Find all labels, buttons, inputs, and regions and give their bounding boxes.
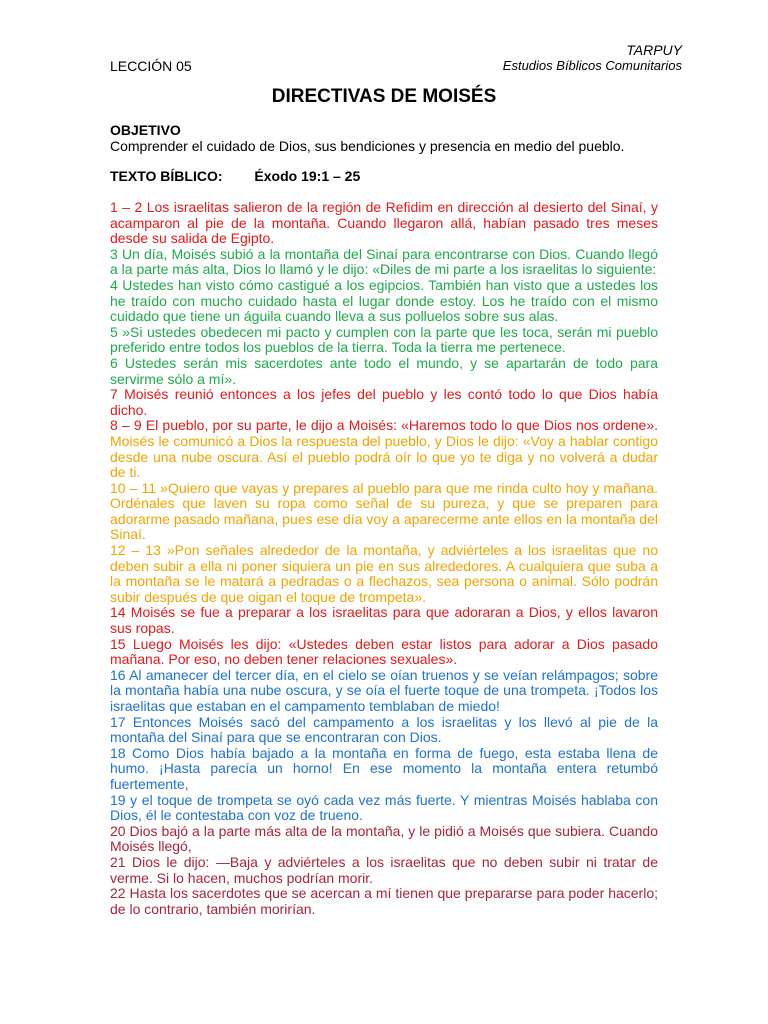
verse-text: 22 Hasta los sacerdotes que se acercan a mí tienen que prepararse para poder hacerlo; de lo contrario, también morirían. [110,885,658,917]
verse-text: 14 Moisés se fue a preparar a los israelitas para que adoraran a Dios, y ellos lavaron sus ropas. [110,604,658,637]
verse-paragraph [110,855,658,886]
verse-text: 3 Un día, Moisés subió a la montaña del Sinaí para encontrarse con Dios. Cuando llegó a la parte más alta, Dios lo llamó y le dijo: «Diles de mi parte a los israelitas lo siguiente: [110,245,658,278]
verse-paragraph [110,824,658,855]
verse-text: 6 Ustedes serán mis sacerdotes ante todo el mundo, y se apartarán de todo para servirme sólo a mí». [110,354,658,387]
verse-text: 12 – 13 »Pon señales alrededor de la montaña, y adviérteles a los israelitas que no deben subir a ella ni poner siquiera un pie en sus alrededores. A cualquiera que suba a la montaña se le matará a pedradas o a flechazos, sea persona o animal. Sólo podrán subir después de que oigan el toque de trompeta». [110,542,658,605]
verse-text: 17 Entonces Moisés sacó del campamento a los israelitas y los llevó al pie de la montaña del Sinaí para que se encontraran con Dios. [110,713,658,746]
page-title: DIRECTIVAS DE MOISÉS [271,86,497,107]
verse-paragraph [110,637,658,668]
verse-paragraph [110,543,658,605]
verse-paragraph [110,746,658,793]
verse-text: 15 Luego Moisés les dijo: «Ustedes deben estar listos para adorar a Dios pasado mañana. Por eso, no deben tener relaciones sexuales». [110,635,658,668]
verse-paragraph [110,418,658,480]
verse-text: 10 – 11 »Quiero que vayas y prepares al pueblo para que me rinda culto hoy y mañana. Ordénales que laven su ropa como señal de su pureza, y que se preparen para adorarme pasado mañana, pues ese día voy a aparecerme ante ellos en la montaña del Sinaí. [110,479,658,543]
verse-text: 4 Ustedes han visto cómo castigué a los egipcios. También han visto que a ustedes los he traído con mucho cuidado hasta el lugar donde estoy. Los he traído con el mismo cuidado que tiene un águila cuando lleva a sus polluelos sobre sus alas. [110,276,658,325]
verse-paragraph [110,247,658,278]
verse-text: 8 – 9 El pueblo, por su parte, le dijo a Moisés: «Haremos todo lo que Dios nos ordene». [110,417,658,434]
verse-paragraph [110,387,658,418]
verse-paragraph [110,715,658,746]
biblical-text-reference: Éxodo 19:1 – 25 [254,168,361,184]
series-name: Estudios Bíblicos Comunitarios [502,58,682,73]
objective-text: Comprender el cuidado de Dios, sus bendiciones y presencia en medio del pueblo. [110,138,625,154]
objective-heading: OBJETIVO [110,122,181,138]
verse-paragraph [110,886,658,917]
verse-text: 16 Al amanecer del tercer día, en el cielo se oían truenos y se veían relámpagos; sobre la montaña había una nube oscura, y se oía el fuerte toque de una trompeta. ¡Todos los israelitas que estaban en el campamento temblaban de miedo! [110,666,658,714]
verse-text: 1 – 2 Los israelitas salieron de la región de Refidim en dirección al desierto del Sinaí, y acamparon al pie de la montaña. Cuando llegaron allá, habían pasado tres meses desde su salida de Egipto. [110,199,658,247]
verse-text: 19 y el toque de trompeta se oyó cada vez más fuerte. Y mientras Moisés hablaba con Dios, él le contestaba con voz de trueno. [110,791,658,824]
verse-text: 21 Dios le dijo: —Baja y adviérteles a los israelitas que no deben subir ni tratar de verme. Si lo hacen, muchos podrían morir. [110,853,658,886]
biblical-text-label: TEXTO BÍBLICO: [110,168,223,184]
verse-paragraph [110,278,658,325]
verse-text: 20 Dios bajó a la parte más alta de la montaña, y le pidió a Moisés que subiera. Cuando Moisés llegó, [110,822,658,855]
verses-block [110,200,658,917]
verse-paragraph [110,668,658,715]
biblical-text-line [110,168,360,184]
verse-paragraph [110,325,658,356]
verse-paragraph [110,481,658,543]
verse-text: 7 Moisés reunió entonces a los jefes del pueblo y les contó todo lo que Dios había dicho. [110,386,658,418]
verse-paragraph [110,200,658,247]
verse-paragraph [110,793,658,824]
verse-text: 5 »Si ustedes obedecen mi pacto y cumplen con la parte que les toca, serán mi pueblo preferido entre todos los pueblos de la tierra. Toda la tierra me pertenece. [110,323,658,356]
verse-paragraph [110,356,658,387]
lesson-number: LECCIÓN 05 [110,58,192,74]
verse-text-continuation: Moisés le comunicó a Dios la respuesta del pueblo, y Dios le dijo: «Voy a hablar contigo desde una nube oscura. Así el pueblo podrá oír lo que yo te diga y no volverá a dudar de ti. [110,432,658,481]
brand-name: TARPUY [626,42,682,58]
verse-paragraph [110,605,658,636]
verse-text: 18 Como Dios había bajado a la montaña en forma de fuego, esta estaba llena de humo. ¡Hasta parecía un horno! En ese momento la montaña entera retumbó fuertemente, [110,744,658,792]
